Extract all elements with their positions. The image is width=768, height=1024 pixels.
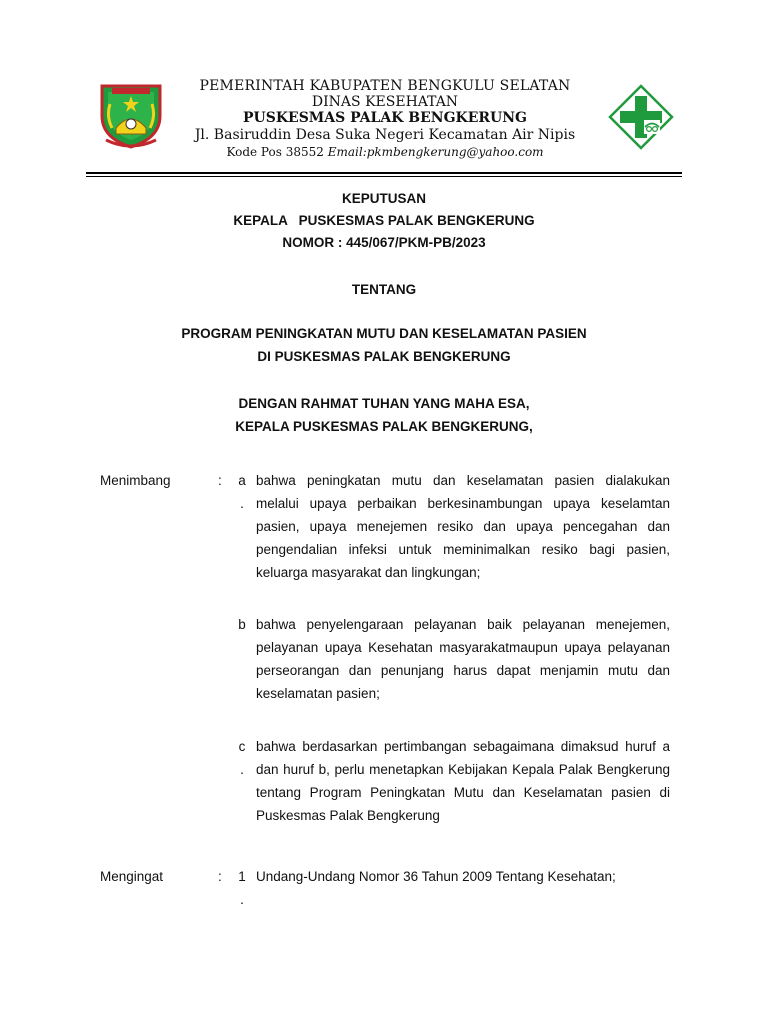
item-dot: . xyxy=(240,762,244,777)
item-dot: . xyxy=(240,496,244,511)
letterhead-government: PEMERINTAH KABUPATEN BENGKULU SELATAN xyxy=(199,78,571,94)
item-letter: c xyxy=(238,739,246,754)
mengingat-item-1-marker xyxy=(236,865,248,911)
decree-opening xyxy=(86,393,682,438)
decree-heading xyxy=(86,188,682,254)
letterhead-address: Jl. Basiruddin Desa Suka Negeri Kecamatan Air Nipis xyxy=(194,127,576,143)
decree-opening-line2: KEPALA PUSKESMAS PALAK BENGKERUNG, xyxy=(235,419,533,434)
menimbang-item-b-text: bahwa penyelengaraan pelayanan baik pelayanan menejemen, pelayanan upaya Kesehatan masyarakatmaupun upaya pelayanan perseorangan dan penunjang harus dapat menjamin mutu dan keselamatan pasien; xyxy=(256,617,670,701)
letterhead-postal-code: Kode Pos 38552 xyxy=(226,145,324,159)
decree-type: KEPUTUSAN xyxy=(341,191,426,206)
decree-subject-line2: DI PUSKESMAS PALAK BENGKERUNG xyxy=(257,349,511,364)
mengingat-item-1-text: Undang-Undang Nomor 36 Tahun 2009 Tentang Kesehatan; xyxy=(256,869,616,884)
letterhead-contact xyxy=(170,144,600,160)
item-number: 1 xyxy=(238,869,246,884)
letterhead-department: DINAS KESEHATAN xyxy=(311,94,459,110)
item-dot: . xyxy=(240,892,244,907)
menimbang-item-b-marker xyxy=(236,613,248,636)
menimbang-colon: : xyxy=(218,473,222,488)
menimbang-label: Menimbang xyxy=(100,473,171,488)
letterhead-text xyxy=(170,78,600,160)
menimbang-item-a-marker xyxy=(236,469,248,515)
letterhead-email: Email:pkmbengkerung@yahoo.com xyxy=(327,145,544,159)
mengingat-label: Mengingat xyxy=(100,869,164,884)
menimbang-item-c-marker xyxy=(236,735,248,781)
decree-opening-line1: DENGAN RAHMAT TUHAN YANG MAHA ESA, xyxy=(238,396,530,411)
letterhead-divider-thick xyxy=(86,172,682,174)
letterhead-institution: PUSKESMAS PALAK BENGKERUNG xyxy=(243,110,527,126)
decree-about xyxy=(86,279,682,301)
decree-tentang: TENTANG xyxy=(351,282,417,297)
letterhead xyxy=(96,74,680,166)
decree-subject-line1: PROGRAM PENINGKATAN MUTU DAN KESELAMATAN PASIEN xyxy=(181,326,587,341)
decree-subject xyxy=(86,323,682,368)
decree-number: NOMOR : 445/067/PKM-PB/2023 xyxy=(282,235,486,250)
letterhead-divider-thin xyxy=(86,176,682,177)
item-letter: a xyxy=(238,473,246,488)
item-letter: b xyxy=(238,617,246,632)
menimbang-item-c-text: bahwa berdasarkan pertimbangan sebagaimana dimaksud huruf a dan huruf b, perlu menetapkan Kebijakan Kepala Palak Bengkerung tentang Program Peningkatan Mutu dan Keselamatan pasien di Puskesmas Palak Bengkerung xyxy=(256,739,670,823)
bengkulu-selatan-regency-emblem-icon xyxy=(96,80,166,150)
mengingat-colon: : xyxy=(218,869,222,884)
puskesmas-cross-logo-icon xyxy=(608,84,674,150)
menimbang-item-a-text: bahwa peningkatan mutu dan keselamatan pasien dialakukan melalui upaya perbaikan berkesinambungan upaya keselamtan pasien, upaya menejemen resiko dan upaya pencegahan dan pengendalian infeksi untuk meminimalkan resiko bagi pasien, keluarga masyarakat dan lingkungan; xyxy=(256,473,670,580)
decree-issuer: KEPALA PUSKESMAS PALAK BENGKERUNG xyxy=(233,213,535,228)
